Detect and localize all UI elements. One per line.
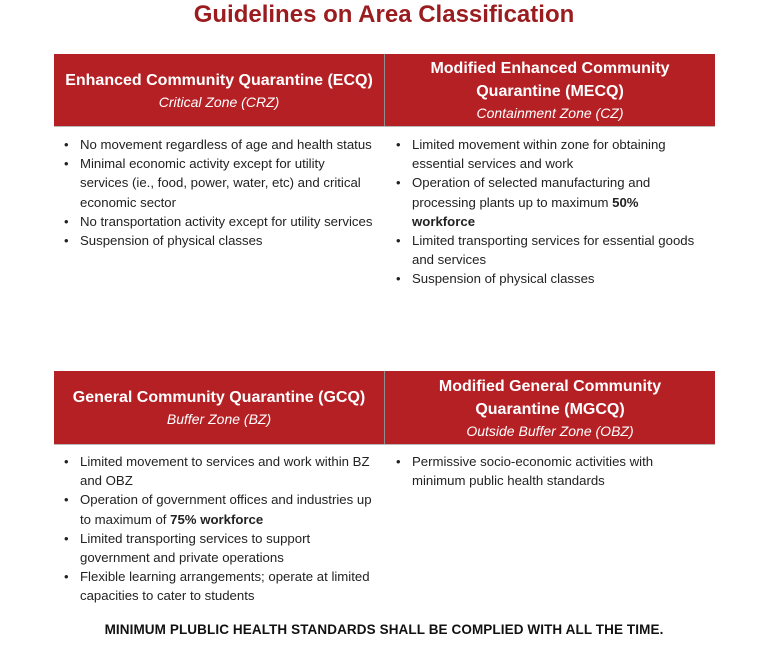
gcq-title: General Community Quarantine (GCQ) [72,389,366,406]
top-header-underline [54,126,715,127]
ecq-bullet-2-text: Minimal economic activity except for utility services (ie., food, power, water, etc) and critical economic sector [80,156,361,210]
bottom-column-divider [384,371,385,444]
bottom-header-underline [54,444,715,445]
ecq-bullet-3 [54,212,376,231]
mecq-bullet-4-text: Suspension of physical classes [412,271,595,287]
gcq-zone: Buffer Zone (BZ) [166,411,272,427]
gcq-bullet-list [54,452,376,606]
mecq-bullet-1-text: Limited movement within zone for obtaining essential services and work [412,137,666,172]
ecq-bullet-1 [54,135,376,154]
ecq-bullet-2 [54,154,376,212]
mgcq-title-line-2: Quarantine (MGCQ) [475,400,625,418]
mgcq-zone: Outside Buffer Zone (OBZ) [466,422,634,439]
gcq-bullet-4 [54,567,376,605]
ecq-bullet-4 [54,231,376,250]
mecq-bullet-4 [386,269,704,288]
mecq-bullet-1 [386,135,704,173]
mecq-zone: Containment Zone (CZ) [476,105,624,121]
ecq-bullet-4-text: Suspension of physical classes [80,233,263,249]
page-title: Guidelines on Area Classification [193,1,575,28]
mecq-bullet-2 [386,173,704,231]
mgcq-bullet-list [386,452,704,490]
mecq-bullet-2-text: Operation of selected manufacturing and processing plants up to maximum [412,175,651,210]
gcq-bullet-1-text: Limited movement to services and work within BZ and OBZ [80,454,370,489]
mgcq-header [385,371,715,444]
ecq-title: Enhanced Community Quarantine (ECQ) [65,71,373,89]
mgcq-bullet-1-text: Permissive socio-economic activities with minimum public health standards [412,454,654,489]
mecq-bullet-3-text: Limited transporting services for essential goods and services [412,233,695,268]
ecq-zone: Critical Zone (CRZ) [158,93,280,110]
footer-notice: MINIMUM PLUBLIC HEALTH STANDARDS SHALL BE COMPLIED WITH ALL THE TIME. [104,622,664,637]
mecq-bullet-list [386,135,704,289]
mecq-title-line-2: Quarantine (MECQ) [476,83,624,100]
ecq-header [54,54,384,126]
ecq-bullet-1-text: No movement regardless of age and health status [80,137,372,152]
ecq-bullet-list [54,135,376,250]
mgcq-bullet-1 [386,452,704,490]
mecq-workforce-highlight: 50% workforce [412,194,639,229]
mgcq-title-line-1: Modified General Community [438,377,662,395]
gcq-bullet-4-text: Flexible learning arrangements; operate at limited capacities to cater to students [80,569,370,604]
gcq-bullet-3-text: Limited transporting services to support government and private operations [80,530,311,566]
gcq-bullet-2-text: Operation of government offices and industries up to maximum of [80,492,372,527]
ecq-bullet-3-text: No transportation activity except for utility services [80,213,373,229]
gcq-bullet-1 [54,452,376,490]
mecq-title-line-1: Modified Enhanced Community [430,60,670,77]
top-column-divider [384,54,385,126]
gcq-workforce-highlight: 75% workforce [170,511,264,527]
mecq-header [385,54,715,126]
gcq-bullet-3 [54,529,376,567]
mecq-bullet-3 [386,231,704,269]
gcq-header [54,371,384,444]
gcq-bullet-2 [54,490,376,528]
